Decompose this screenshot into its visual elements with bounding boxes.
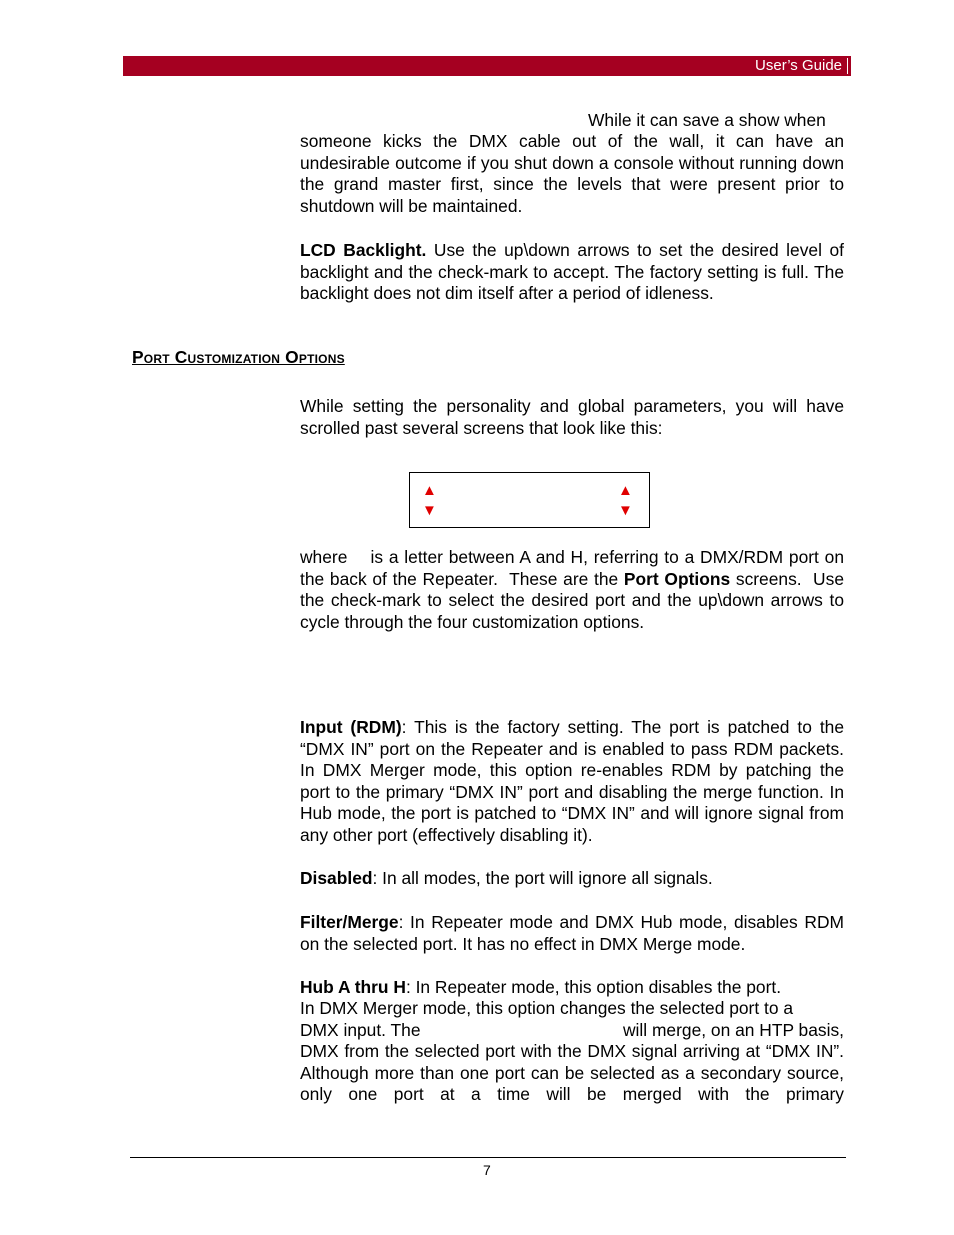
header-divider xyxy=(847,58,848,74)
option-hub xyxy=(300,977,844,999)
option-hub-line3a: DMX input. The xyxy=(300,1020,421,1040)
intro-tail: While it can save a show when xyxy=(588,110,826,130)
down-arrow-icon-left: ▼ xyxy=(422,502,437,519)
header-title: User’s Guide xyxy=(755,57,842,74)
where-paragraph xyxy=(300,547,849,633)
option-input-rdm xyxy=(300,717,844,847)
option-filter-merge-label: Filter/Merge xyxy=(300,912,399,932)
option-disabled xyxy=(300,868,844,890)
section-heading: Port Customization Options xyxy=(132,347,345,367)
header-bar xyxy=(123,56,851,76)
down-arrow-icon-right: ▼ xyxy=(618,502,633,519)
up-arrow-icon-right: ▲ xyxy=(618,482,633,499)
option-hub-line3b: will merge, on an HTP basis, xyxy=(622,1020,844,1040)
option-input-rdm-label: Input (RDM) xyxy=(300,717,402,737)
lcd-backlight-paragraph xyxy=(300,240,844,305)
option-hub-line3 xyxy=(300,1020,844,1042)
footer-rule xyxy=(130,1157,846,1158)
lcd-backlight-text: Use the up\down arrows to set the desired level of backlight and the check-mark to accept. The factory setting is full. The backlight does not dim itself after a period of idleness. xyxy=(300,240,844,304)
option-disabled-label: Disabled xyxy=(300,868,373,888)
option-input-rdm-text: : This is the factory setting. The port is patched to the “DMX IN” port on the Repeater and is enabled to pass RDM packets. In DMX Merger mode, this option re-enables RDM by patching the port to the primary “DMX IN” port and disabling the merge function. In Hub mode, the port is patched to “DMX IN” and will ignore signal from any other port (effectively disabling it). xyxy=(300,717,844,845)
option-hub-rest: DMX from the selected port with the DMX signal arriving at “DMX IN”. Although more than one port can be selected as a secondary source, only one port at a time will be merged with the primary xyxy=(300,1041,844,1105)
port-options-label: Port Options xyxy=(623,568,731,589)
option-hub-label: Hub A thru H xyxy=(300,977,406,997)
option-hub-text: : In Repeater mode, this option disables the port. xyxy=(405,977,782,997)
up-arrow-icon-left: ▲ xyxy=(422,482,437,499)
where-text-a: where is a letter between A and H, referring to a DMX/RDM port on the back of the Repeater. These are the xyxy=(300,547,849,589)
lcd-backlight-label: LCD Backlight. xyxy=(300,240,427,260)
option-filter-merge xyxy=(300,912,844,955)
page-number: 7 xyxy=(483,1162,491,1178)
port-intro-paragraph: While setting the personality and global parameters, you will have scrolled past several screens that look like this: xyxy=(300,396,844,438)
lcd-display xyxy=(409,472,650,528)
option-filter-merge-text: : In Repeater mode and DMX Hub mode, disables RDM on the selected port. It has no effect in DMX Merge mode. xyxy=(300,912,844,954)
option-disabled-text: : In all modes, the port will ignore all signals. xyxy=(372,868,713,888)
intro-paragraph: someone kicks the DMX cable out of the wall, it can have an undesirable outcome if you shut down a console without running down the grand master first, since the levels that were present prior to shutdown will be maintained. xyxy=(300,131,844,216)
option-hub-line2: In DMX Merger mode, this option changes the selected port to a xyxy=(300,998,794,1018)
where-text-b: screens. Use the check-mark to select the desired port and the up\down arrows to cycle through the four customization options. xyxy=(300,568,849,632)
